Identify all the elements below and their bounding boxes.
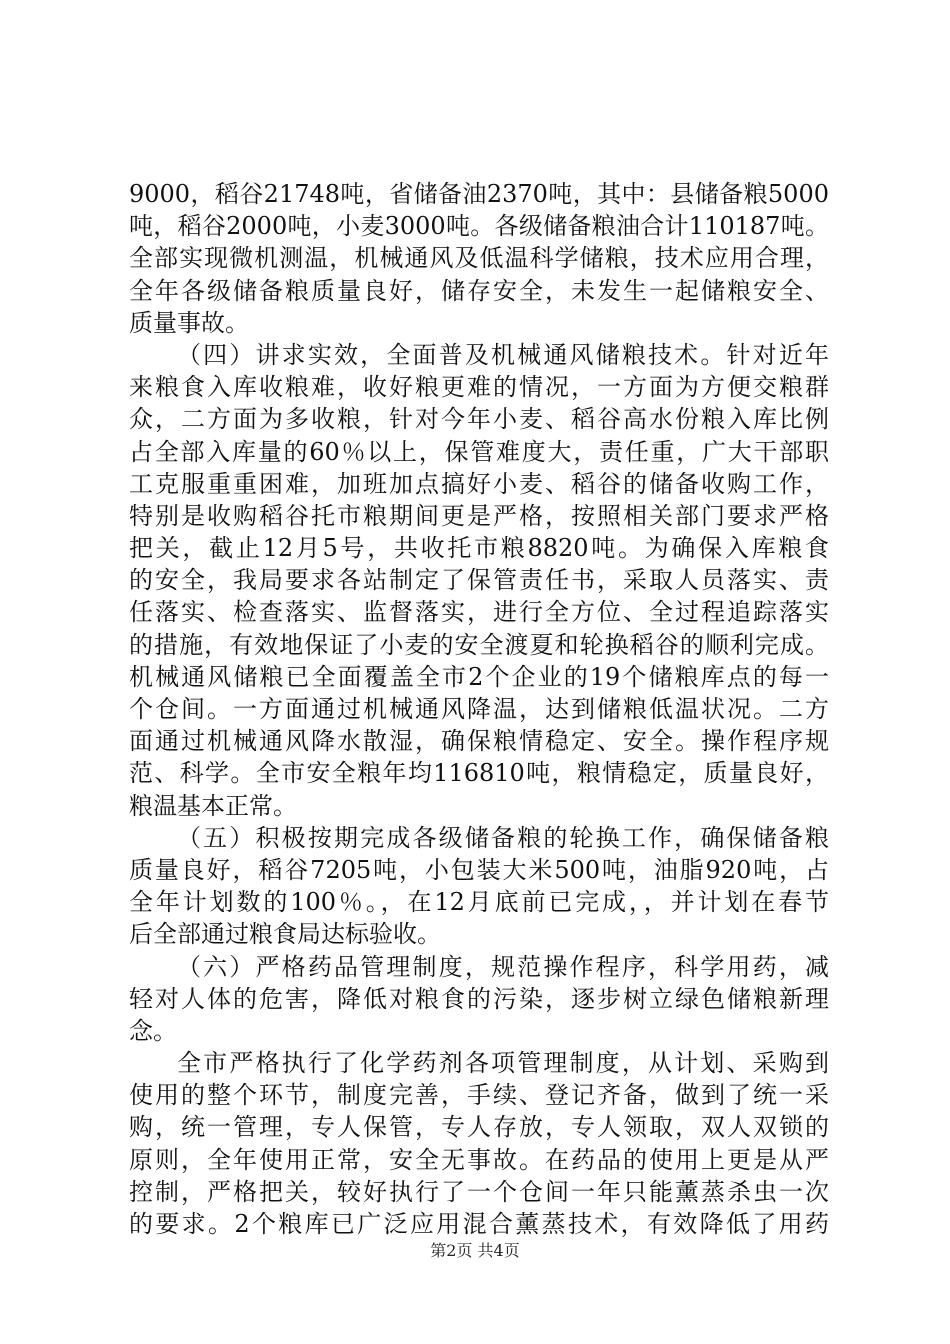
text-line: 的要求。2个粮库已广泛应用混合薰蒸技术，有效降低了用药	[129, 1210, 829, 1238]
text-line: 来粮食入库收粮难，收好粮更难的情况，一方面为方便交粮群	[129, 373, 829, 402]
text-line: 面通过机械通风降水散湿，确保粮情稳定、安全。操作程序规	[129, 727, 829, 756]
text-line: 范、科学。全市安全粮年均116810吨，粮情稳定，质量良好，	[129, 759, 829, 788]
text-line: 的措施，有效地保证了小麦的安全渡夏和轮换稻谷的顺利完成。	[129, 630, 829, 659]
text-line: 使用的整个环节，制度完善，手续、登记齐备，做到了统一采	[129, 1081, 829, 1110]
text-line: 9000，稻谷21748吨，省储备油2370吨，其中：县储备粮5000	[129, 180, 829, 208]
text-line: 后全部通过粮食局达标验收。	[129, 920, 441, 949]
text-line: 吨，稻谷2000吨，小麦3000吨。各级储备粮油合计110187吨。	[129, 212, 829, 241]
text-line: 全年计划数的100％。，在12月底前已完成，，并计划在春节	[129, 888, 829, 917]
text-line: 众，二方面为多收粮，针对今年小麦、稻谷高水份粮入库比例	[129, 405, 829, 434]
text-line: 特别是收购稻谷托市粮期间更是严格，按照相关部门要求严格	[129, 501, 829, 530]
text-line: 个仓间。一方面通过机械通风降温，达到储粮低温状况。二方	[129, 695, 829, 723]
text-line: 全年各级储备粮质量良好，储存安全，未发生一起储粮安全、	[129, 276, 829, 305]
text-line: 工克服重重困难，加班加点搞好小麦、稻谷的储备收购工作，	[129, 469, 829, 498]
text-line: 任落实、检查落实、监督落实，进行全方位、全过程追踪落实	[129, 598, 829, 627]
text-line: 全市严格执行了化学药剂各项管理制度，从计划、采购到	[177, 1049, 829, 1078]
text-line: 原则，全年使用正常，安全无事故。在药品的使用上更是从严	[129, 1145, 829, 1174]
page-number-footer: 第2页 共4页	[430, 1241, 520, 1260]
text-line: （四）讲求实效，全面普及机械通风储粮技术。针对近年	[177, 340, 829, 369]
text-line: （五）积极按期完成各级储备粮的轮换工作，确保储备粮	[177, 823, 829, 852]
text-line: 轻对人体的危害，降低对粮食的污染，逐步树立绿色储粮新理	[129, 984, 829, 1013]
text-line: 质量事故。	[129, 308, 249, 337]
text-line: 念。	[129, 1016, 177, 1045]
text-line: 全部实现微机测温，机械通风及低温科学储粮，技术应用合理，	[129, 244, 829, 273]
text-line: 的安全，我局要求各站制定了保管责任书，采取人员落实、责	[129, 566, 829, 595]
document-body	[129, 178, 829, 1240]
text-line: 质量良好，稻谷7205吨，小包装大米500吨，油脂920吨，占	[129, 855, 829, 884]
text-line: 把关，截止12月5号，共收托市粮8820吨。为确保入库粮食	[129, 534, 829, 563]
text-line: （六）严格药品管理制度，规范操作程序，科学用药，减	[177, 952, 829, 981]
text-line: 粮温基本正常。	[129, 791, 297, 820]
text-line: 占全部入库量的60％以上，保管难度大，责任重，广大干部职	[129, 437, 829, 466]
text-line: 购，统一管理，专人保管，专人存放，专人领取，双人双锁的	[129, 1113, 829, 1142]
text-line: 机械通风储粮已全面覆盖全市2个企业的19个储粮库点的每一	[129, 662, 829, 691]
text-line: 控制，严格把关，较好执行了一个仓间一年只能薰蒸杀虫一次	[129, 1177, 829, 1206]
